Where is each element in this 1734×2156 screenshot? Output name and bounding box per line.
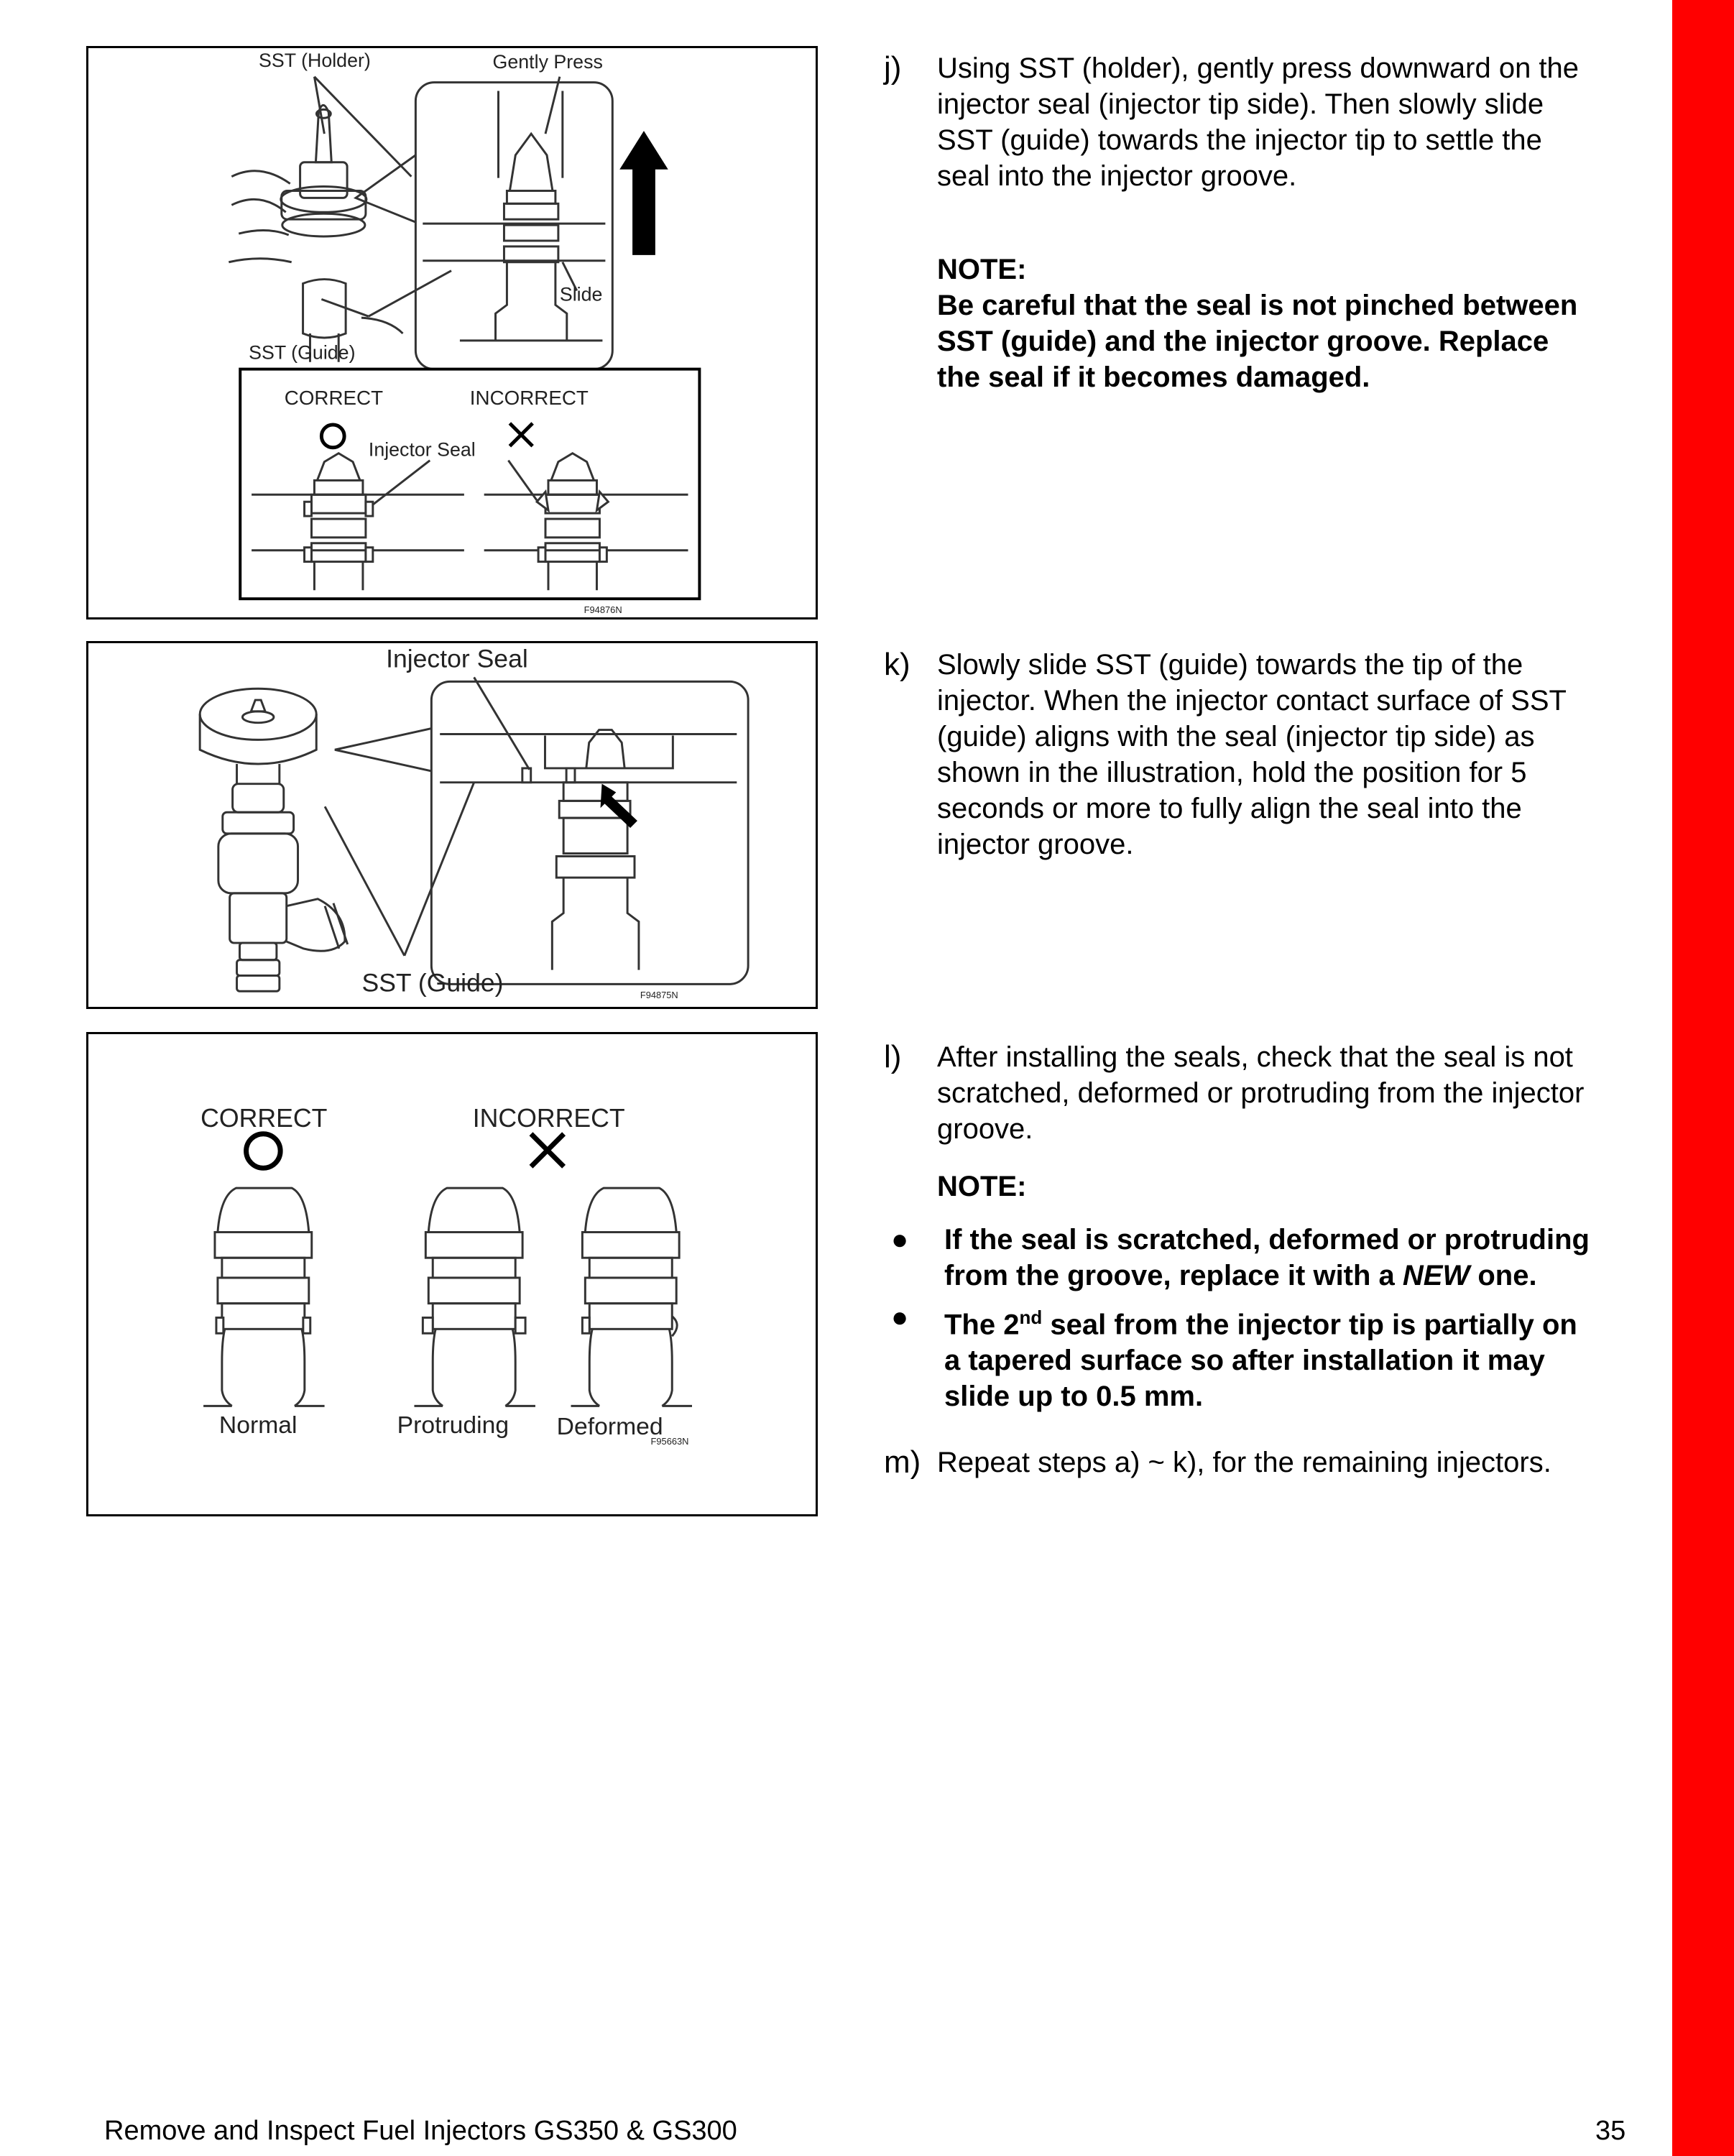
- step-line: seal into the injector groove.: [937, 160, 1297, 192]
- step-line: groove.: [937, 1113, 1033, 1145]
- note-title: NOTE:: [937, 254, 1027, 285]
- step-line: Repeat steps a) ~ k), for the remaining injectors.: [937, 1447, 1551, 1478]
- figure-code: F95663N: [650, 1435, 689, 1447]
- step-body: [937, 50, 1656, 395]
- page-number: 35: [1595, 2116, 1626, 2146]
- label-normal: Normal: [218, 1412, 298, 1439]
- incorrect-x-icon: [509, 423, 532, 446]
- step-body: [937, 1039, 1656, 1204]
- footer-title: Remove and Inspect Fuel Injectors GS350 & GS300: [104, 2116, 737, 2146]
- label-sst-guide: SST (Guide): [361, 968, 504, 998]
- label-deformed: Deformed: [556, 1413, 663, 1440]
- label-injector-seal: Injector Seal: [386, 644, 528, 673]
- step-line: SST (guide) towards the injector tip to settle the: [937, 124, 1542, 156]
- step-letter: k): [884, 647, 910, 682]
- step-line: Using SST (holder), gently press downward on the: [937, 52, 1579, 84]
- label-protruding: Protruding: [397, 1412, 509, 1439]
- label-incorrect: INCORRECT: [469, 387, 589, 410]
- figure-align-seal-drawing: [88, 643, 816, 1007]
- figure-seal-inspection: [86, 1032, 818, 1516]
- step-line: injector. When the injector contact surface of SST: [937, 685, 1567, 717]
- label-incorrect: INCORRECT: [472, 1103, 625, 1133]
- step-line: Slowly slide SST (guide) towards the tip of the: [937, 649, 1523, 681]
- step-letter: l): [884, 1039, 902, 1074]
- label-sst-holder: SST (Holder): [259, 49, 371, 71]
- step-line: shown in the illustration, hold the position for 5: [937, 757, 1527, 788]
- step-line: injector groove.: [937, 829, 1134, 860]
- label-gently-press: Gently Press: [492, 50, 603, 73]
- incorrect-x-icon: [531, 1134, 564, 1167]
- note-bullets: [884, 1222, 1660, 1420]
- label-slide: Slide: [559, 283, 603, 305]
- label-correct: CORRECT: [200, 1103, 328, 1133]
- bullet-icon: ●: [891, 1302, 909, 1333]
- figure-code: F94876N: [584, 604, 622, 616]
- figure-install-seal: [86, 46, 818, 619]
- step-line: scratched, deformed or protruding from the injector: [937, 1077, 1585, 1109]
- label-correct: CORRECT: [284, 387, 384, 410]
- step-letter: m): [884, 1445, 921, 1480]
- figure-code: F94875N: [640, 990, 678, 1001]
- bullet-line: a tapered surface so after installation it may: [944, 1345, 1545, 1377]
- step-letter: j): [884, 50, 902, 86]
- label-injector-seal: Injector Seal: [368, 438, 476, 461]
- correct-circle-icon: [321, 425, 344, 448]
- note-line: Be careful that the seal is not pinched between: [937, 290, 1578, 321]
- correct-circle-icon: [246, 1134, 281, 1169]
- bullet-line: The 2nd seal from the injector tip is partially on: [944, 1307, 1577, 1341]
- step-line: After installing the seals, check that the seal is not: [937, 1041, 1573, 1073]
- figure-seal-inspection-drawing: [88, 1034, 816, 1514]
- step-line: injector seal (injector tip side). Then slowly slide: [937, 88, 1544, 120]
- bullet-line: slide up to 0.5 mm.: [944, 1381, 1204, 1413]
- figure-install-seal-drawing: [88, 48, 816, 617]
- bullet-line: from the groove, replace it with a NEW one.: [944, 1260, 1537, 1291]
- bullet-icon: ●: [891, 1224, 909, 1256]
- step-body: [937, 647, 1656, 862]
- note-line: the seal if it becomes damaged.: [937, 361, 1370, 393]
- note-line: SST (guide) and the injector groove. Replace: [937, 326, 1549, 357]
- step-body: [937, 1445, 1656, 1480]
- note-title: NOTE:: [937, 1171, 1027, 1202]
- red-side-bar: [1672, 0, 1734, 2156]
- label-sst-guide: SST (Guide): [249, 341, 356, 364]
- step-line: seconds or more to fully align the seal into the: [937, 793, 1522, 824]
- step-line: (guide) aligns with the seal (injector tip side) as: [937, 721, 1535, 752]
- note-bullet: [884, 1299, 1660, 1414]
- note-bullet: [884, 1222, 1660, 1294]
- figure-align-seal: [86, 641, 818, 1009]
- bullet-line: If the seal is scratched, deformed or protruding: [944, 1224, 1590, 1256]
